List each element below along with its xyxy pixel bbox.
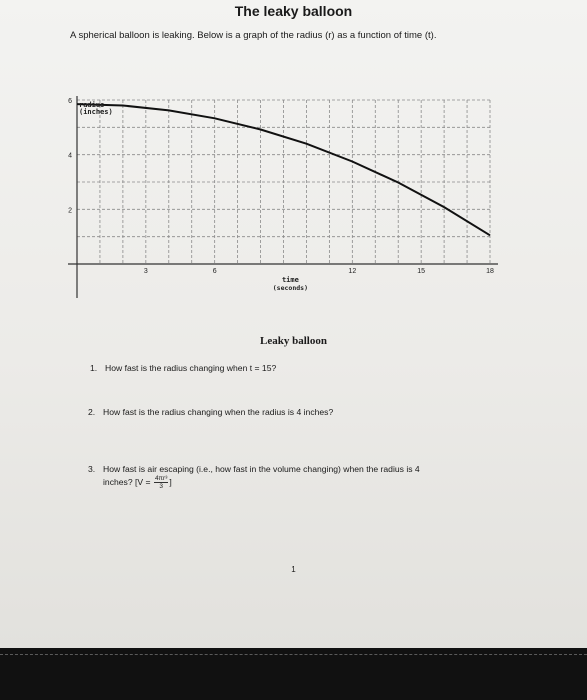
continuation-suffix: ] — [169, 476, 172, 487]
bottom-divider — [0, 654, 587, 655]
volume-formula-fraction — [154, 475, 168, 490]
y-tick-label: 4 — [68, 152, 72, 160]
question-number: 1. — [90, 363, 98, 373]
question-2 — [88, 406, 333, 418]
chart-grid — [77, 100, 490, 264]
chart-svg — [62, 86, 512, 311]
question-text: How fast is the radius changing when t = 15? — [105, 363, 277, 373]
radius-time-graph — [62, 86, 512, 311]
intro-text: A spherical balloon is leaking. Below is a graph of the radius (r) as a function of time (t). — [70, 30, 437, 41]
y-tick-label: 2 — [68, 207, 72, 215]
x-axis-label-line2: (seconds) — [272, 284, 309, 292]
page-number: 1 — [291, 565, 296, 574]
x-axis-label-line1: time — [281, 276, 299, 284]
x-tick-label: 12 — [348, 268, 357, 275]
x-tick-label: 15 — [417, 268, 426, 275]
chart-axes — [68, 96, 498, 298]
x-tick-label: 18 — [486, 268, 494, 275]
worksheet-title: The leaky balloon — [234, 3, 353, 19]
continuation-prefix: inches? [V = — [103, 476, 151, 487]
question-1 — [90, 362, 276, 374]
question-3-continuation — [88, 475, 508, 490]
section-heading: Leaky balloon — [260, 335, 327, 347]
formula-numerator: 4πr³ — [154, 475, 168, 482]
question-text: How fast is air escaping (i.e., how fast in the volume changing) when the radius is 4 — [103, 464, 420, 474]
chart-tick-labels — [68, 98, 494, 275]
question-number: 3. — [88, 464, 96, 474]
question-3 — [88, 463, 508, 490]
formula-denominator: 3 — [159, 483, 163, 490]
question-text: How fast is the radius changing when the radius is 4 inches? — [103, 407, 334, 417]
x-tick-label: 6 — [212, 268, 217, 275]
x-tick-label: 3 — [143, 268, 148, 275]
y-axis-label-line2: (inches) — [79, 108, 113, 116]
y-tick-label: 6 — [68, 98, 72, 105]
question-number: 2. — [88, 407, 96, 417]
y-axis-label-line1: radius — [79, 101, 105, 109]
